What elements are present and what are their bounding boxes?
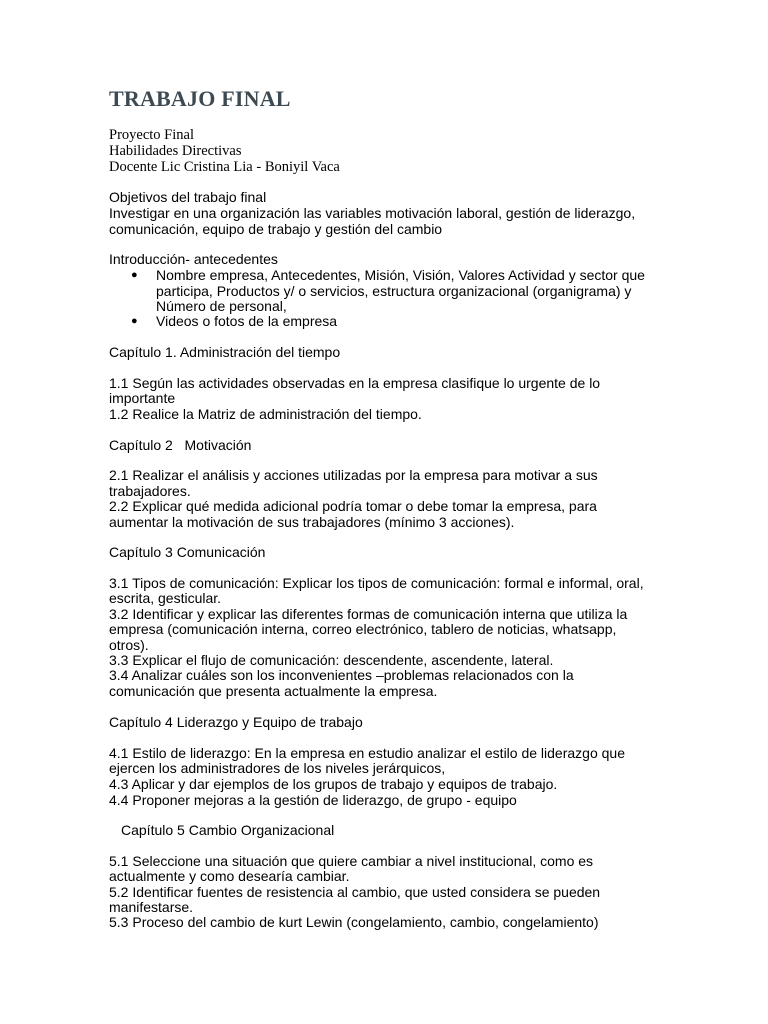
chapter-2-line: 2.1 Realizar el análisis y acciones utilizadas por la empresa para motivar a sus bbox=[109, 467, 598, 483]
chapter-5-line: 5.1 Seleccione una situación que quiere cambiar a nivel institucional, como es bbox=[109, 853, 594, 869]
chapter-3-line: empresa (comunicación interna, correo electrónico, tablero de noticias, whatsapp, bbox=[109, 621, 617, 637]
chapter-1-heading: Capítulo 1. Administración del tiempo bbox=[109, 344, 341, 360]
document-title: TRABAJO FINAL bbox=[109, 86, 291, 111]
course-line: Proyecto Final bbox=[109, 127, 194, 143]
teacher-line: Docente Lic Cristina Lia - Boniyil Vaca bbox=[109, 159, 340, 175]
intro-bullet-line: Nombre empresa, Antecedentes, Misión, Visión, Valores Actividad y sector que bbox=[156, 267, 645, 283]
chapter-2-line: 2.2 Explicar qué medida adicional podría tomar o debe tomar la empresa, para bbox=[109, 498, 597, 514]
chapter-3-line: comunicación que presenta actualmente la empresa. bbox=[109, 683, 438, 699]
objectives-text-line: comunicación, equipo de trabajo y gestión del cambio bbox=[109, 221, 443, 237]
chapter-3-heading: Capítulo 3 Comunicación bbox=[109, 544, 266, 560]
chapter-3-line: 3.2 Identificar y explicar las diferentes formas de comunicación interna que utiliza la bbox=[109, 606, 628, 622]
chapter-1-line: 1.1 Según las actividades observadas en la empresa clasifique lo urgente de lo bbox=[109, 375, 601, 391]
intro-bullet-line: Número de personal, bbox=[156, 298, 287, 314]
chapter-4-line: ejercen los administradores de los niveles jerárquicos, bbox=[109, 760, 446, 776]
bullet-icon: ● bbox=[131, 315, 138, 327]
chapter-4-line: 4.1 Estilo de liderazgo: En la empresa en estudio analizar el estilo de liderazgo que bbox=[109, 745, 625, 761]
chapter-1-line: 1.2 Realice la Matriz de administración del tiempo. bbox=[109, 406, 422, 422]
chapter-2-line: aumentar la motivación de sus trabajadores (mínimo 3 acciones). bbox=[109, 514, 515, 530]
subject-line: Habilidades Directivas bbox=[109, 143, 242, 159]
chapter-4-line: 4.4 Proponer mejoras a la gestión de liderazgo, de grupo - equipo bbox=[109, 792, 517, 808]
intro-heading: Introducción- antecedentes bbox=[109, 251, 278, 267]
chapter-4-line: 4.3 Aplicar y dar ejemplos de los grupos de trabajo y equipos de trabajo. bbox=[109, 776, 558, 792]
chapter-1-line: importante bbox=[109, 390, 176, 406]
chapter-5-line: 5.3 Proceso del cambio de kurt Lewin (congelamiento, cambio, congelamiento) bbox=[109, 914, 599, 930]
chapter-5-line: actualmente y como desearía cambiar. bbox=[109, 868, 350, 884]
chapter-5-line: 5.2 Identificar fuentes de resistencia al cambio, que usted considera se pueden bbox=[109, 884, 601, 900]
bullet-icon: ● bbox=[131, 269, 138, 281]
objectives-text-line: Investigar en una organización las variables motivación laboral, gestión de liderazgo, bbox=[109, 205, 636, 221]
chapter-5-line: manifestarse. bbox=[109, 899, 194, 915]
chapter-2-line: trabajadores. bbox=[109, 483, 191, 499]
chapter-3-line: 3.3 Explicar el flujo de comunicación: descendente, ascendente, lateral. bbox=[109, 652, 554, 668]
chapter-2-heading: Capítulo 2 Motivación bbox=[109, 437, 252, 453]
chapter-3-line: otros). bbox=[109, 637, 149, 653]
chapter-3-line: escrita, gesticular. bbox=[109, 590, 222, 606]
intro-bullet-line: participa, Productos y/ o servicios, estructura organizacional (organigrama) y bbox=[156, 283, 632, 299]
chapter-4-heading: Capítulo 4 Liderazgo y Equipo de trabajo bbox=[109, 714, 363, 730]
intro-bullet-line: Videos o fotos de la empresa bbox=[156, 313, 338, 329]
chapter-3-line: 3.4 Analizar cuáles son los inconvenientes –problemas relacionados con la bbox=[109, 667, 574, 683]
chapter-5-heading: Capítulo 5 Cambio Organizacional bbox=[121, 822, 335, 838]
objectives-heading: Objetivos del trabajo final bbox=[109, 189, 267, 205]
chapter-3-line: 3.1 Tipos de comunicación: Explicar los tipos de comunicación: formal e informal, oral, bbox=[109, 575, 644, 591]
